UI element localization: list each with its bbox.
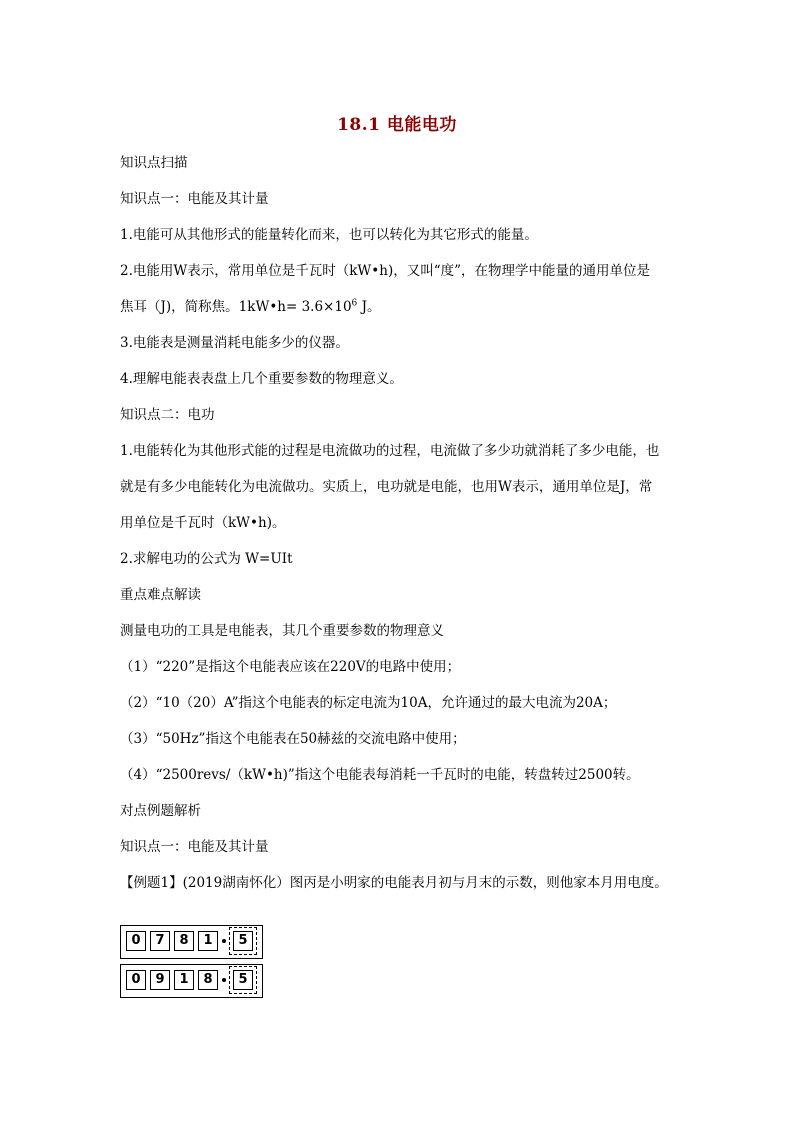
text-line-formula bbox=[120, 298, 380, 316]
decimal-point bbox=[222, 939, 226, 943]
meter-digit: 1 bbox=[198, 931, 218, 951]
formula-exponent: 6 bbox=[351, 298, 358, 309]
subsection-heading-3: 知识点一：电能及其计量 bbox=[120, 839, 269, 855]
meter-digit: 0 bbox=[126, 931, 146, 951]
formula-text: 焦耳（J)，简称焦。1kW•h= 3.6×10 bbox=[120, 299, 352, 315]
meter-digit: 8 bbox=[174, 931, 194, 951]
meter-decimal-digit: 5 bbox=[233, 970, 253, 990]
text-line: 2.电能用W表示，常用单位是千瓦时（kW•h)，又叫“度”，在物理学中能量的通用单位是 bbox=[120, 263, 651, 279]
meter-reading-end bbox=[120, 964, 263, 998]
text-line: 2.求解电功的公式为 W=UIt bbox=[120, 551, 293, 567]
meter-digit: 7 bbox=[150, 931, 170, 951]
meter-reading-start bbox=[120, 925, 263, 959]
text-line: 1.电能可从其他形式的能量转化而来，也可以转化为其它形式的能量。 bbox=[120, 227, 538, 243]
text-line: 3.电能表是测量消耗电能多少的仪器。 bbox=[120, 335, 349, 351]
subsection-heading-2: 知识点二：电功 bbox=[120, 407, 215, 423]
meter-decimal-digit: 5 bbox=[233, 931, 253, 951]
formula-unit: J。 bbox=[357, 299, 381, 315]
text-line: 4.理解电能表表盘上几个重要参数的物理意义。 bbox=[120, 371, 403, 387]
meter-digit: 8 bbox=[198, 970, 218, 990]
meter-digit: 0 bbox=[126, 970, 146, 990]
text-line: （3）“50Hz”指这个电能表在50赫兹的交流电路中使用； bbox=[120, 731, 466, 747]
text-line: （4）“2500revs/（kW•h)”指这个电能表每消耗一千瓦时的电能，转盘转过2500转。 bbox=[120, 767, 640, 783]
meter-digit: 9 bbox=[150, 970, 170, 990]
text-line: （1）“220”是指这个电能表应该在220V的电路中使用； bbox=[120, 659, 461, 675]
example-question: 【例题1】(2019湖南怀化）图丙是小明家的电能表月初与月末的示数，则他家本月用电度。 bbox=[120, 875, 668, 891]
section-heading-key-points: 重点难点解读 bbox=[120, 587, 201, 603]
page-title: 18.1 电能电功 bbox=[337, 115, 457, 135]
meter-digit: 1 bbox=[174, 970, 194, 990]
text-line: 就是有多少电能转化为电流做功。实质上，电功就是电能，也用W表示，通用单位是J，常 bbox=[120, 479, 653, 495]
text-line: 1.电能转化为其他形式能的过程是电流做功的过程，电流做了多少功就消耗了多少电能，也 bbox=[120, 443, 660, 459]
decimal-point bbox=[222, 978, 226, 982]
section-heading-scan: 知识点扫描 bbox=[120, 155, 188, 171]
text-line: （2）“10（20）A”指这个电能表的标定电流为10A，允许通过的最大电流为20A； bbox=[120, 695, 617, 711]
subsection-heading-1: 知识点一：电能及其计量 bbox=[120, 191, 269, 207]
section-heading-examples: 对点例题解析 bbox=[120, 803, 201, 819]
text-line: 用单位是千瓦时（kW•h)。 bbox=[120, 515, 286, 531]
text-line: 测量电功的工具是电能表，其几个重要参数的物理意义 bbox=[120, 623, 444, 639]
